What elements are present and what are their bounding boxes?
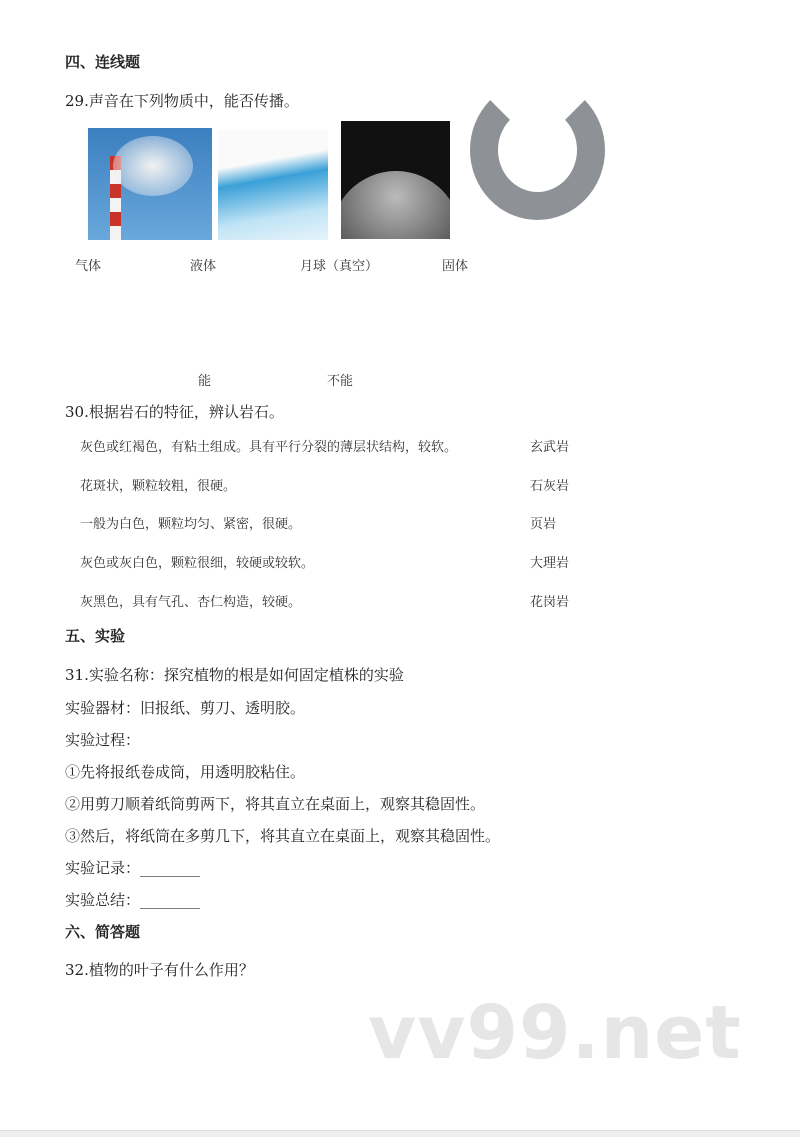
answer-can: 能 <box>198 374 212 389</box>
label-gas: 气体 <box>75 259 102 274</box>
chimney-smoke-image <box>88 128 212 240</box>
label-solid: 固体 <box>442 259 469 274</box>
experiment-line: 实验器材：旧报纸、剪刀、透明胶。 <box>65 699 306 717</box>
experiment-line: ②用剪刀顺着纸筒剪两下，将其直立在桌面上，观察其稳固性。 <box>65 795 486 813</box>
label-moon: 月球（真空） <box>300 259 379 274</box>
question-30: 30.根据岩石的特征，辨认岩石。 <box>65 403 284 421</box>
experiment-summary: 实验总结：________ <box>65 891 201 909</box>
rock-feature: 花斑状，颗粒较粗，很硬。 <box>80 479 237 494</box>
moon-image <box>341 121 450 239</box>
section-heading-6: 六、简答题 <box>65 923 141 941</box>
label-liquid: 液体 <box>190 259 217 274</box>
question-32: 32.植物的叶子有什么作用？ <box>65 961 254 979</box>
watermark: vv99.net <box>368 990 742 1076</box>
rock-feature: 灰色或红褐色，有粘土组成。具有平行分裂的薄层状结构，较软。 <box>80 440 458 455</box>
rock-name: 石灰岩 <box>530 479 570 494</box>
rock-feature: 灰色或灰白色，颗粒很细，较硬或较软。 <box>80 556 315 571</box>
page-bottom-edge <box>0 1130 800 1137</box>
experiment-record: 实验记录：________ <box>65 859 201 877</box>
rock-name: 页岩 <box>530 517 557 532</box>
experiment-line: ①先将报纸卷成筒，用透明胶粘住。 <box>65 763 306 781</box>
rock-feature: 灰黑色，具有气孔、杏仁构造，较硬。 <box>80 595 302 610</box>
question-29: 29.声音在下列物质中，能否传播。 <box>65 92 299 110</box>
rock-name: 大理岩 <box>530 556 570 571</box>
rock-feature: 一般为白色，颗粒均匀、紧密，很硬。 <box>80 517 302 532</box>
solid-metal-image <box>465 125 613 230</box>
water-image <box>218 130 328 240</box>
rock-name: 玄武岩 <box>530 440 570 455</box>
section-heading-4: 四、连线题 <box>65 53 141 71</box>
answer-cannot: 不能 <box>327 374 354 389</box>
experiment-line: ③然后，将纸筒在多剪几下，将其直立在桌面上，观察其稳固性。 <box>65 827 501 845</box>
rock-name: 花岗岩 <box>530 595 570 610</box>
section-heading-5: 五、实验 <box>65 627 126 645</box>
experiment-line: 31.实验名称：探究植物的根是如何固定植株的实验 <box>65 666 404 684</box>
experiment-line: 实验过程： <box>65 731 141 749</box>
